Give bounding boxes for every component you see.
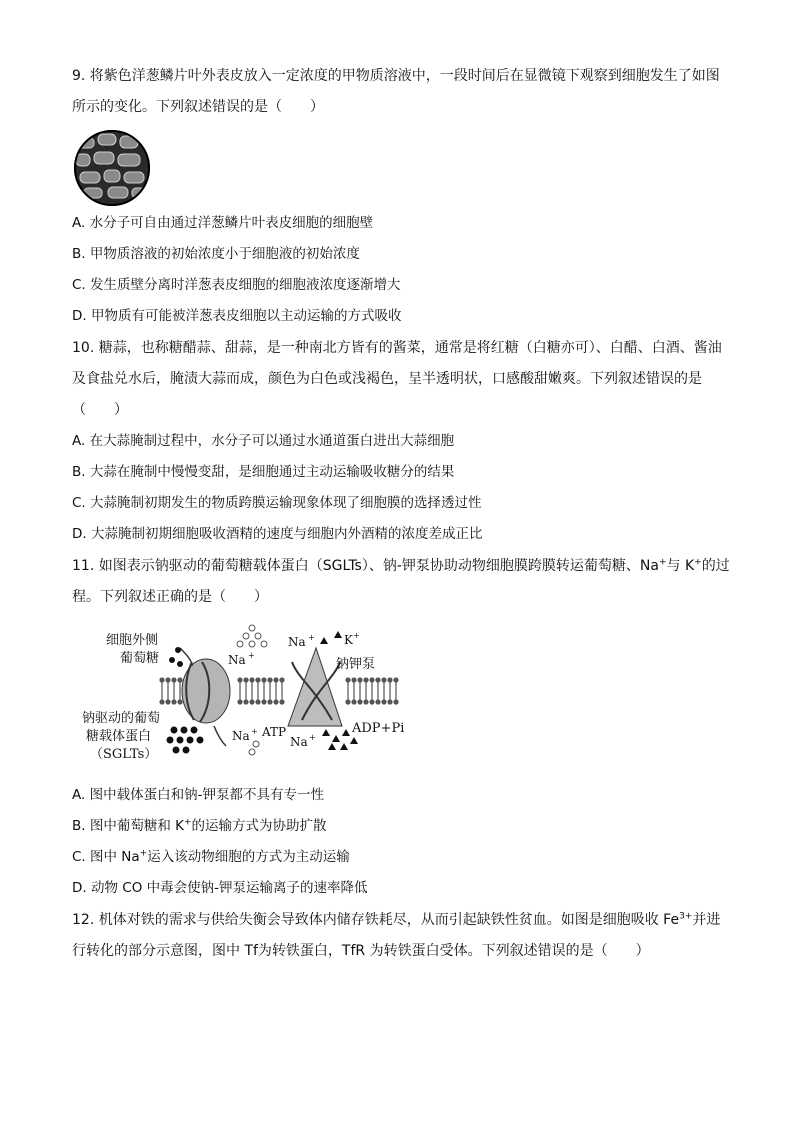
svg-text:+: +	[251, 727, 258, 736]
q9-option-a: A. 水分子可自由通过洋葱鳞片叶表皮细胞的细胞壁	[72, 215, 374, 231]
q11-stem-text-c: 的过	[701, 558, 730, 574]
sodium-ions-outside	[237, 625, 267, 647]
sglt-label-line3: （SGLTs）	[90, 747, 158, 762]
q11-option-c	[72, 847, 350, 867]
outside-label: 细胞外侧	[106, 633, 159, 648]
na-label-pump-inside: Na	[290, 735, 308, 749]
q10-option-a: A. 在大蒜腌制过程中，水分子可以通过水通道蛋白进出大蒜细胞	[72, 433, 455, 449]
superscript: +	[694, 557, 702, 568]
pump-label: 钠钾泵	[336, 657, 376, 672]
q11-option-a: A. 图中载体蛋白和钠-钾泵都不具有专一性	[72, 787, 324, 803]
q9-option-c: C. 发生质壁分离时洋葱表皮细胞的细胞液浓度逐渐增大	[72, 277, 401, 293]
q11-stem-line1	[72, 556, 730, 576]
atp-label: ATP	[262, 725, 287, 739]
q10-stem-line3: （ ）	[72, 402, 128, 418]
superscript: +	[658, 557, 667, 568]
membrane-transport-diagram	[80, 618, 420, 778]
q9-stem-line2: 所示的变化。下列叙述错误的是（ ）	[72, 99, 324, 115]
sodium-ions-inside	[249, 741, 259, 755]
q12-stem-text-a: 12. 机体对铁的需求与供给失衡会导致体内储存铁耗尽，从而引起缺铁性贫血。如图是细胞吸收 Fe	[72, 912, 680, 928]
sglt-carrier-protein	[182, 659, 230, 723]
glucose-molecules-inside	[167, 727, 204, 754]
svg-text:+: +	[308, 633, 315, 642]
svg-text:+: +	[309, 733, 316, 742]
q10-stem-line2: 及食盐兑水后，腌渍大蒜而成，颜色为白色或浅褐色，呈半透明状，口感酸甜嫩爽。下列叙述错误的是	[72, 371, 702, 387]
glucose-label: 葡萄糖	[120, 651, 160, 666]
q10-option-b: B. 大蒜在腌制中慢慢变甜，是细胞通过主动运输吸收糖分的结果	[72, 464, 455, 480]
q10-stem-line1: 10. 糖蒜，也称糖醋蒜、甜蒜，是一种南北方皆有的酱菜，通常是将红糖（白糖亦可）、白醋、白酒、酱油	[72, 340, 722, 356]
glucose-exit-arrow	[214, 726, 226, 746]
plasmolysis-micrograph	[72, 128, 152, 208]
na-label-outside: Na	[288, 635, 306, 649]
q12-stem-line1	[72, 910, 720, 930]
q11-stem-text-a: 11. 如图表示钠驱动的葡萄糖载体蛋白（SGLTs）、钠-钾泵协助动物细胞膜跨膜转运葡萄糖、Na	[72, 558, 659, 574]
q12-stem-text-b: 并进	[692, 912, 721, 928]
sglt-label-line2: 糖载体蛋白	[86, 729, 152, 744]
q10-option-c: C. 大蒜腌制初期发生的物质跨膜运输现象体现了细胞膜的选择透过性	[72, 495, 482, 511]
k-label: K	[344, 633, 353, 647]
na-label-inside: Na	[232, 729, 250, 743]
q9-stem-line1: 9. 将紫色洋葱鳞片叶外表皮放入一定浓度的甲物质溶液中，一段时间后在显微镜下观察到细胞发生了如图	[72, 68, 720, 84]
superscript: +	[184, 817, 192, 828]
q11-option-b-text-b: 的运输方式为协助扩散	[191, 818, 327, 834]
superscript: +	[139, 848, 148, 859]
glucose-molecules-outside	[169, 647, 183, 667]
q11-option-c-text-b: 运入该动物细胞的方式为主动运输	[147, 849, 350, 865]
q11-option-b	[72, 816, 327, 836]
adp-label: ADP+Pi	[352, 721, 405, 736]
q11-option-c-text-a: C. 图中 Na	[72, 849, 140, 865]
q12-stem-line2: 行转化的部分示意图，图中 Tf为转铁蛋白，TfR 为转铁蛋白受体。下列叙述错误的是（ ）	[72, 943, 650, 959]
na-label-sglt: Na	[228, 653, 246, 667]
q9-option-b: B. 甲物质溶液的初始浓度小于细胞液的初始浓度	[72, 246, 360, 262]
q10-option-d: D. 大蒜腌制初期细胞吸收酒精的速度与细胞内外酒精的浓度差成正比	[72, 526, 483, 542]
q11-stem-text-b: 与 K	[666, 558, 695, 574]
q9-option-d: D. 甲物质有可能被洋葱表皮细胞以主动运输的方式吸收	[72, 308, 402, 324]
q11-option-d: D. 动物 CO 中毒会使钠-钾泵运输离子的速率降低	[72, 880, 368, 896]
svg-text:+: +	[353, 631, 360, 640]
q11-option-b-text-a: B. 图中葡萄糖和 K	[72, 818, 184, 834]
svg-text:+: +	[248, 651, 255, 660]
q11-stem-line2: 程。下列叙述正确的是（ ）	[72, 589, 268, 605]
superscript: 3+	[679, 911, 693, 922]
sglt-label-line1: 钠驱动的葡萄	[82, 711, 161, 726]
